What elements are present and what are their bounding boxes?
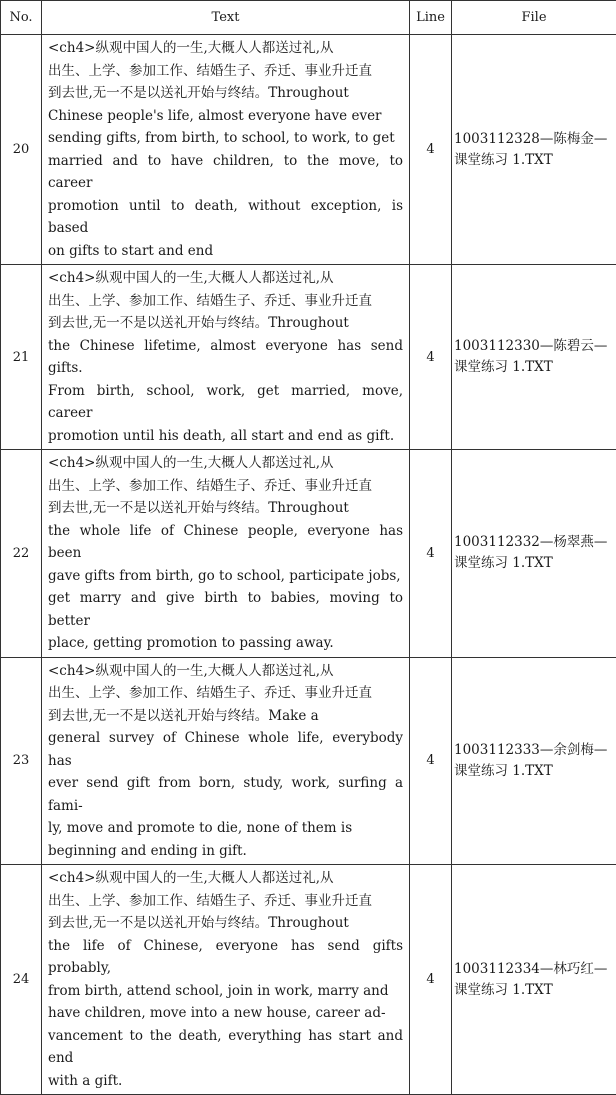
row-number: 21 (1, 265, 42, 450)
text-line: <ch4>纵观中国人的一生,大概人人都送过礼,从 (48, 452, 403, 475)
text-line: 出生、上学、参加工作、结婚生子、乔迁、事业升迁直 (48, 475, 403, 498)
text-line: 到去世,无一不是以送礼开始与终结。Throughout (48, 912, 403, 935)
table-row (1, 865, 616, 1095)
text-line: with a gift. (48, 1070, 403, 1093)
file-name-line1: 1003112334—林巧红— (454, 959, 616, 980)
text-line: beginning and ending in gift. (48, 840, 403, 863)
file-name-line1: 1003112330—陈碧云— (454, 336, 616, 357)
file-name-line2: 课堂练习 1.TXT (454, 150, 616, 171)
table-row (1, 35, 616, 265)
text-line: promotion until his death, all start and end as gift. (48, 425, 403, 448)
row-number: 24 (1, 865, 42, 1095)
header-row (1, 1, 616, 35)
table-row (1, 265, 616, 450)
text-line: place, getting promotion to passing away. (48, 632, 403, 655)
text-line: have children, move into a new house, career ad- (48, 1002, 403, 1025)
text-line: gave gifts from birth, go to school, participate jobs, (48, 565, 403, 588)
row-file (452, 865, 616, 1095)
text-line: 出生、上学、参加工作、结婚生子、乔迁、事业升迁直 (48, 60, 403, 83)
file-name-line1: 1003112333—余剑梅— (454, 740, 616, 761)
header-file: File (452, 1, 616, 35)
row-file (452, 265, 616, 450)
row-line: 4 (410, 450, 452, 658)
row-line: 4 (410, 35, 452, 265)
text-line: Chinese people's life, almost everyone have ever (48, 105, 403, 128)
text-line: the whole life of Chinese people, everyone has been (48, 520, 403, 565)
text-line: 到去世,无一不是以送礼开始与终结。Make a (48, 705, 403, 728)
row-text (42, 865, 410, 1095)
text-line: <ch4>纵观中国人的一生,大概人人都送过礼,从 (48, 867, 403, 890)
file-name-line2: 课堂练习 1.TXT (454, 761, 616, 782)
text-line: ever send gift from born, study, work, surfing a fami- (48, 772, 403, 817)
header-line: Line (410, 1, 452, 35)
row-file (452, 450, 616, 658)
row-line: 4 (410, 265, 452, 450)
text-line: married and to have children, to the move, to career (48, 150, 403, 195)
text-line: 出生、上学、参加工作、结婚生子、乔迁、事业升迁直 (48, 682, 403, 705)
file-name-line2: 课堂练习 1.TXT (454, 357, 616, 378)
row-number: 20 (1, 35, 42, 265)
text-line: 到去世,无一不是以送礼开始与终结。Throughout (48, 82, 403, 105)
row-text (42, 450, 410, 658)
text-line: 出生、上学、参加工作、结婚生子、乔迁、事业升迁直 (48, 290, 403, 313)
text-line: 到去世,无一不是以送礼开始与终结。Throughout (48, 497, 403, 520)
text-line: general survey of Chinese whole life, everybody has (48, 727, 403, 772)
row-number: 22 (1, 450, 42, 658)
row-text (42, 35, 410, 265)
file-name-line2: 课堂练习 1.TXT (454, 980, 616, 1001)
row-text (42, 657, 410, 865)
text-line: 到去世,无一不是以送礼开始与终结。Throughout (48, 312, 403, 335)
file-name-line2: 课堂练习 1.TXT (454, 553, 616, 574)
text-line: ly, move and promote to die, none of them is (48, 817, 403, 840)
text-line: promotion until to death, without exception, is based (48, 195, 403, 240)
row-number: 23 (1, 657, 42, 865)
table-row (1, 450, 616, 658)
table-row (1, 657, 616, 865)
text-line: From birth, school, work, get married, move, career (48, 380, 403, 425)
row-file (452, 35, 616, 265)
header-text: Text (42, 1, 410, 35)
text-line: <ch4>纵观中国人的一生,大概人人都送过礼,从 (48, 660, 403, 683)
file-name-line1: 1003112328—陈梅金— (454, 129, 616, 150)
text-line: <ch4>纵观中国人的一生,大概人人都送过礼,从 (48, 37, 403, 60)
text-line: the life of Chinese, everyone has send gifts probably, (48, 935, 403, 980)
text-line: sending gifts, from birth, to school, to work, to get (48, 127, 403, 150)
text-line: vancement to the death, everything has start and end (48, 1025, 403, 1070)
text-line: on gifts to start and end (48, 240, 403, 263)
row-file (452, 657, 616, 865)
row-text (42, 265, 410, 450)
file-name-line1: 1003112332—杨翠燕— (454, 532, 616, 553)
row-line: 4 (410, 657, 452, 865)
text-line: 出生、上学、参加工作、结婚生子、乔迁、事业升迁直 (48, 890, 403, 913)
header-no: No. (1, 1, 42, 35)
row-line: 4 (410, 865, 452, 1095)
text-line: <ch4>纵观中国人的一生,大概人人都送过礼,从 (48, 267, 403, 290)
text-line: the Chinese lifetime, almost everyone has send gifts. (48, 335, 403, 380)
text-line: get marry and give birth to babies, moving to better (48, 587, 403, 632)
text-line: from birth, attend school, join in work, marry and (48, 980, 403, 1003)
